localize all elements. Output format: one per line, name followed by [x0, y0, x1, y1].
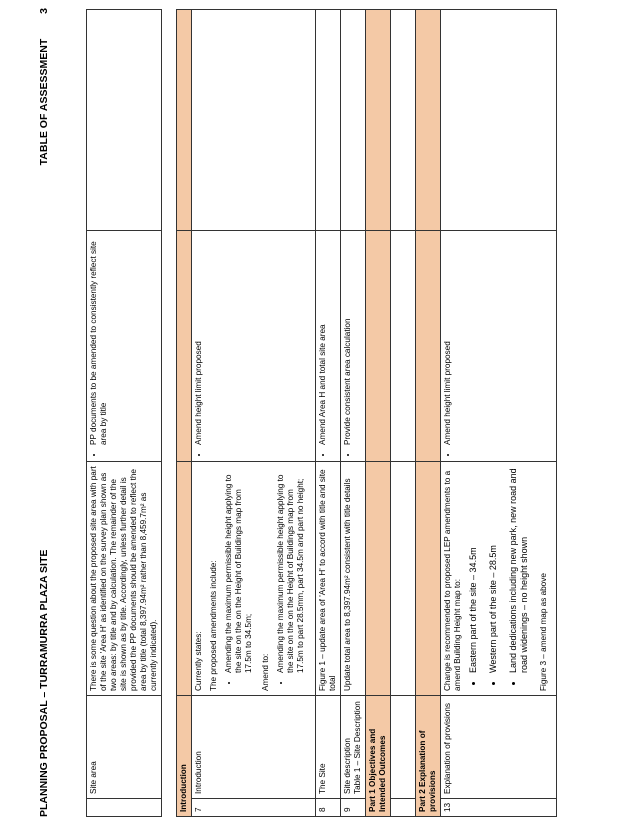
item-label [341, 696, 366, 799]
section-heading-row [416, 10, 441, 817]
item-number: 8 [316, 799, 341, 817]
item-number: 7 [192, 799, 316, 817]
action-item: • Amend Area H and total site area [318, 235, 328, 445]
table-row [441, 10, 557, 817]
empty-cell [341, 10, 366, 231]
item-number: 13 [441, 799, 557, 817]
blank-row [391, 10, 416, 817]
action-cell [341, 231, 366, 462]
comment-text: Currently states: [194, 631, 203, 691]
empty-cell [87, 10, 162, 231]
action-item: • Provide consistent area calculation [343, 235, 353, 445]
item-label-line: Table 1 – Site Description [353, 701, 362, 794]
table-row [192, 10, 316, 817]
action-item: • Amend height limit proposed [194, 235, 204, 445]
list-item: • Amending the maximum permissible height applying to the site on the on the Height of Buildings map from 17.5m to part 28.5mm, part 34.5m and part no height; [276, 466, 306, 673]
table-row [87, 10, 162, 817]
action-cell [441, 231, 557, 462]
item-label-line: Site description [343, 738, 352, 794]
empty-cell [316, 10, 341, 231]
section-heading-part2: Part 2 Explanation of provisions [416, 696, 441, 817]
action-cell [192, 231, 316, 462]
item-label: The Site [316, 696, 341, 799]
action-item: • Amend height limit proposed [443, 235, 453, 445]
item-number: 9 [341, 799, 366, 817]
comment-cell: Update total area to 8,397.94m² consistent with title details [341, 462, 366, 696]
comment-cell [192, 462, 316, 696]
empty-cell [441, 10, 557, 231]
table-row [316, 10, 341, 817]
action-cell [316, 231, 341, 462]
action-item: • PP documents to be amended to consistently reflect site area by title [89, 235, 109, 445]
comment-cell: There is some question about the proposed site area with part of the site 'Area H' as identified on the survey plan shown as two areas: by title and by calculation. The remainder of the site is shown as by title. Accordingly, unless further detail is provided the PP documents should be amended to reflect the area by title (total 8,397.94m² rather than 8,459.7m² as currently indicated). [87, 462, 162, 696]
site-area-table [86, 9, 162, 817]
header-right [38, 8, 50, 165]
item-label: Site area [87, 696, 162, 799]
comment-text: Amend to: [261, 653, 270, 691]
list-item: • Western part of the site – 28.5m [488, 466, 499, 673]
document-title: PLANNING PROPOSAL – TURRAMURRA PLAZA SITE [38, 549, 50, 817]
section-heading-introduction: Introduction [177, 696, 192, 817]
comment-cell: Figure 1 – update area of 'Area H' to accord with title and site total [316, 462, 341, 696]
list-item: • Land dedications including new park, new road and road widenings – no height shown [508, 466, 530, 673]
section-heading-row [177, 10, 192, 817]
section-heading-part1: Part 1 Objectives and Intended Outcomes [366, 696, 391, 817]
action-cell [87, 231, 162, 462]
list-item: • Amending the maximum permissible height applying to the site on the on the Height of Buildings map from 17.5m to 34.5m; [224, 466, 254, 673]
comment-cell [441, 462, 557, 696]
item-label: Explanation of provisions [441, 696, 557, 799]
assessment-table [176, 9, 557, 817]
comment-text: Change is recommended to proposed LEP amendments to a amend Building Height map to: [443, 470, 462, 691]
page-header [34, 8, 54, 817]
item-number-cell [87, 799, 162, 817]
comment-text: Figure 3 – amend map as above [538, 573, 548, 691]
list-item: • Eastern part of the site – 34.5m [468, 466, 479, 673]
table-row [341, 10, 366, 817]
empty-cell [192, 10, 316, 231]
item-label: Introduction [192, 696, 316, 799]
section-title: TABLE OF ASSESSMENT [38, 38, 50, 166]
page-number: 3 [38, 8, 50, 14]
section-heading-row [366, 10, 391, 817]
comment-text: The proposed amendments include: [209, 560, 218, 691]
